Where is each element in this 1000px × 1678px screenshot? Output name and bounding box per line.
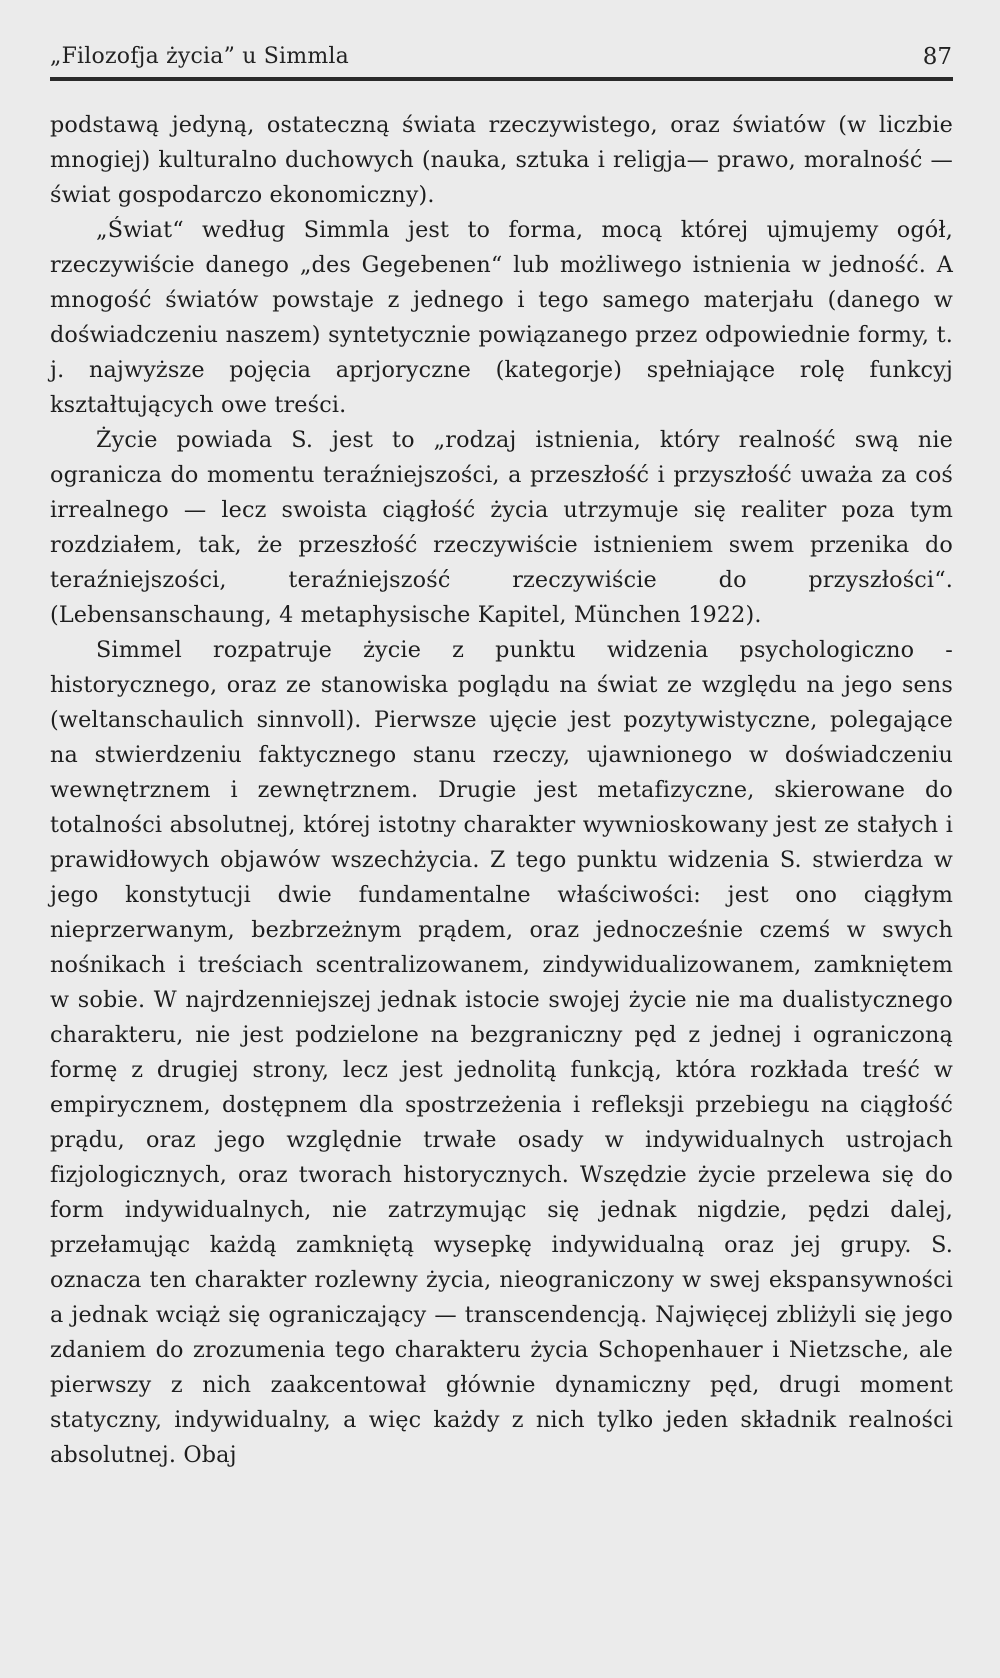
running-header [50, 38, 952, 78]
running-title: „Filozofja życia” u Simmla [50, 44, 349, 69]
body-text [50, 108, 953, 1473]
paragraph: „Świat“ według Simmla jest to forma, mocą której ujmujemy ogół, rzeczywiście danego „des Gegebenen“ lub możliwego istnienia w jedność. A mnogość światów powstaje z jednego i tego samego materjału (danego w doświadczeniu naszem) syntetycznie powiązanego przez odpowiednie formy, t. j. najwyższe pojęcia aprjoryczne (kategorje) spełniające rolę funkcyj kształtujących owe treści. [50, 217, 953, 418]
page-number: 87 [922, 44, 952, 70]
paragraph: Życie powiada S. jest to „rodzaj istnienia, który realność swą nie ogranicza do momentu teraźniejszości, a przeszłość i przyszłość uważa za coś irrealnego — lecz swoista ciągłość życia utrzymuje się realiter poza tym rozdziałem, tak, że przeszłość rzeczywiście istnieniem swem przenika do teraźniejszości, teraźniejszość rzeczywiście do przyszłości“. (Lebensanschaung, 4 metaphysische Kapitel, München 1922). [50, 427, 953, 628]
paragraph: Simmel rozpatruje życie z punktu widzenia psychologiczno - historycznego, oraz ze stanowiska poglądu na świat ze względu na jego sens (weltanschaulich sinnvoll). Pierwsze ujęcie jest pozytywistyczne, polegające na stwierdzeniu faktycznego stanu rzeczy, ujawnionego w doświadczeniu wewnętrznem i zewnętrznem. Drugie jest metafizyczne, skierowane do totalności absolutnej, której istotny charakter wywnioskowany jest ze stałych i prawidłowych objawów wszechżycia. Z tego punktu widzenia S. stwierdza w jego konstytucji dwie fundamentalne właściwości: jest ono ciągłym nieprzerwanym, bezbrzeżnym prądem, oraz jednocześnie czemś w swych nośnikach i treściach scentralizowanem, zindywidualizowanem, zamkniętem w sobie. W najrdzenniejszej jednak istocie swojej życie nie ma dualistycznego charakteru, nie jest podzielone na bezgraniczny pęd z jednej i ograniczoną formę z drugiej strony, lecz jest jednolitą funkcją, która rozkłada treść w empirycznem, dostępnem dla spostrzeżenia i refleksji przebiegu na ciągłość prądu, oraz jego względnie trwałe osady w indywidualnych ustrojach fizjologicznych, oraz tworach historycznych. Wszędzie życie przelewa się do form indywidualnych, nie zatrzymując się jednak nigdzie, pędzi dalej, przełamując każdą zamkniętą wysepkę indywidualną oraz jej grupy. S. oznacza ten charakter rozlewny życia, nieograniczony w swej ekspansywności a jednak wciąż się ograniczający — transcendencją. Najwięcej zbliżyli się jego zdaniem do zrozumenia tego charakteru życia Schopenhauer i Nietzsche, ale pierwszy z nich zaakcentował głównie dynamiczny pęd, drugi moment statyczny, indywidualny, a więc każdy z nich tylko jeden składnik realności absolutnej. Obaj [50, 637, 953, 1468]
paragraph: podstawą jedyną, ostateczną świata rzeczywistego, oraz światów (w liczbie mnogiej) kulturalno duchowych (nauka, sztuka i religja— prawo, moralność — świat gospodarczo ekonomiczny). [50, 112, 953, 208]
header-rule [50, 77, 953, 81]
